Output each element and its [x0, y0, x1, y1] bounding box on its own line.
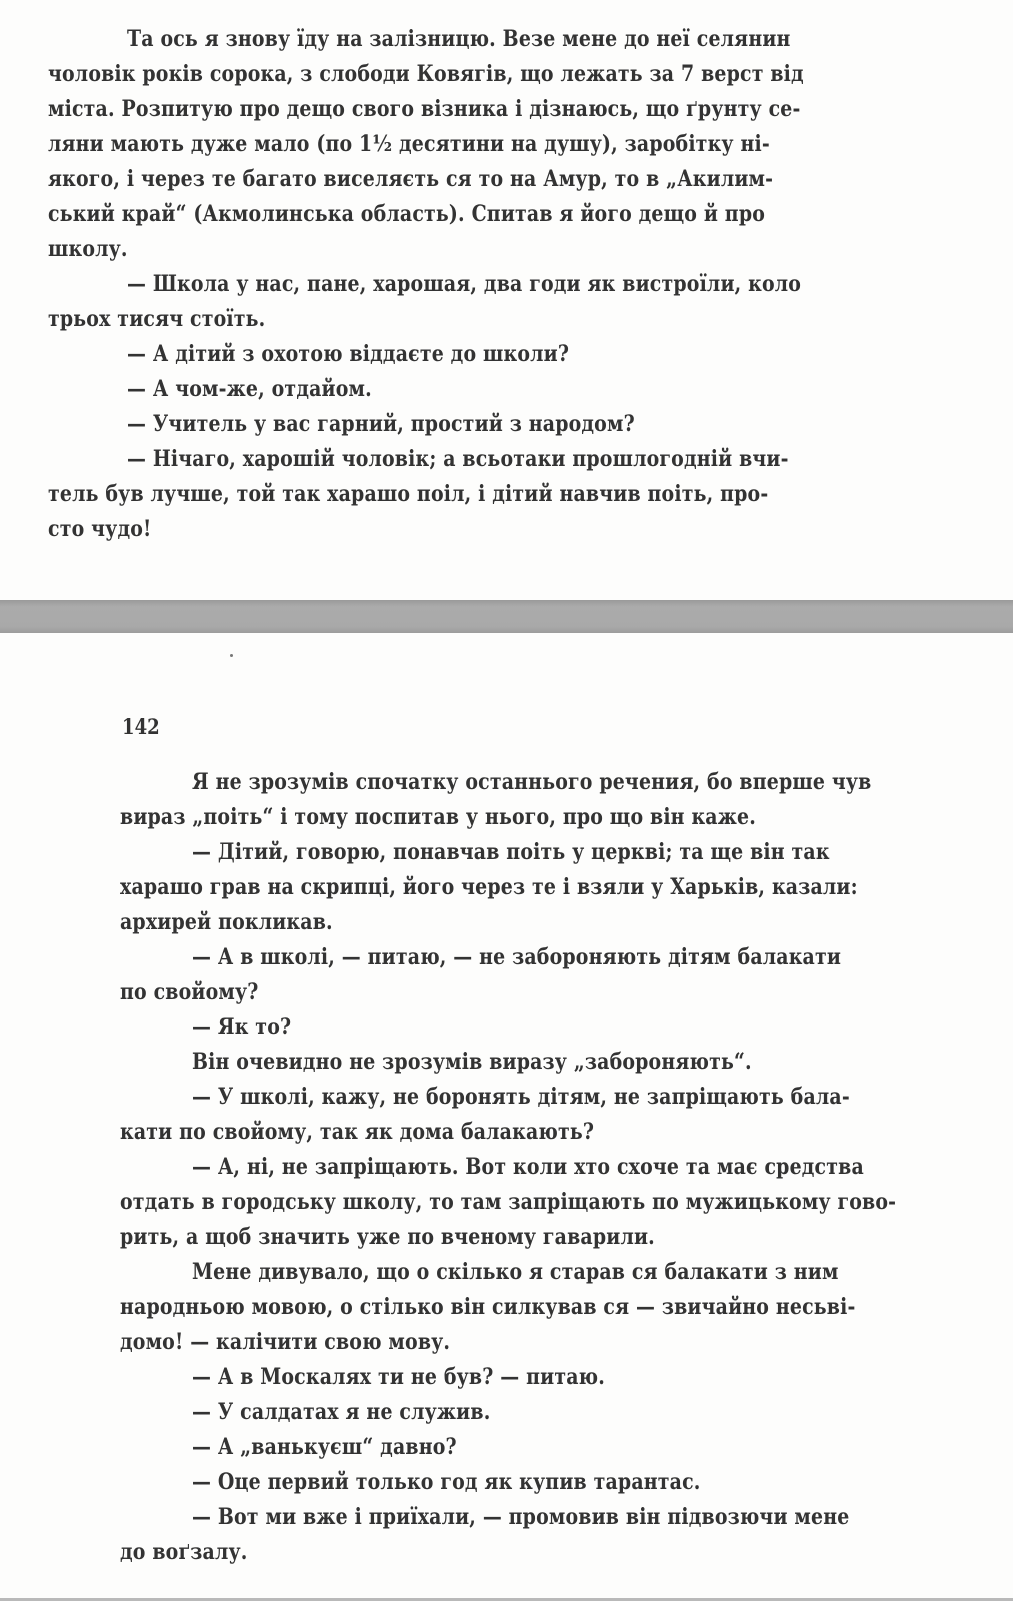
text-line: — А „ванькуєш“ давно?: [192, 1434, 457, 1460]
text-line: по свойому?: [120, 979, 259, 1005]
text-line: вираз „поіть“ і тому поспитав у нього, про що він каже.: [120, 804, 756, 830]
text-line: трьох тисяч стоїть.: [48, 306, 266, 332]
top-page-fragment: [0, 0, 1013, 600]
text-line: Я не зрозумів спочатку останнього речения, бо вперше чув: [192, 769, 872, 795]
page-number: 142: [122, 714, 160, 739]
text-line: кати по свойому, так як дома балакають?: [120, 1119, 595, 1145]
text-line: чоловік років сорока, з слободи Ковягів, що лежать за 7 верст від: [48, 61, 804, 87]
text-line: — Вот ми вже і приїхали, — промовив він підвозючи мене: [192, 1504, 850, 1530]
text-line: до воґзалу.: [120, 1539, 248, 1565]
text-line: Мене дивувало, що о скілько я старав ся балакати з ним: [192, 1259, 839, 1285]
text-line: — Учитель у вас гарний, простий з народом?: [127, 411, 635, 437]
text-line: школу.: [48, 236, 128, 262]
text-line: міста. Розпитую про дещо свого візника і дізнаюсь, що ґрунту се-: [48, 96, 801, 122]
text-line: якого, і через те багато виселяєть ся то на Амур, то в „Акилим-: [48, 166, 774, 192]
text-line: — Нічаго, харошій чоловік; а всьотаки прошлогодній вчи-: [127, 446, 789, 472]
text-line: сто чудо!: [48, 516, 152, 542]
text-line: отдать в городську школу, то там запріщають по мужицькому гово-: [120, 1189, 897, 1215]
text-line: народньою мовою, о стілько він силкував ся — звичайно несьві-: [120, 1294, 856, 1320]
text-line: харашо грав на скрипці, його через те і взяли у Харьків, казали:: [120, 874, 858, 900]
text-line: — Як то?: [192, 1014, 292, 1040]
text-line: — Дітий, говорю, понавчав поіть у церкві; та ще він так: [192, 839, 830, 865]
text-line: — А в Москалях ти не був? — питаю.: [192, 1364, 606, 1390]
text-line: ський край“ (Акмолинська область). Спитав я його дещо й про: [48, 201, 766, 227]
text-line: — У школі, кажу, не боронять дітям, не запріщають бала-: [192, 1084, 850, 1110]
text-line: — А в школі, — питаю, — не забороняють дітям балакати: [192, 944, 842, 970]
text-line: рить, а щоб значить уже по вченому гаварили.: [120, 1224, 655, 1250]
text-line: — А, ні, не запріщають. Вот коли хто схоче та має средства: [192, 1154, 864, 1180]
text-line: архирей покликав.: [120, 909, 333, 935]
text-line: ляни мають дуже мало (по 1½ десятини на душу), заробітку ні-: [48, 131, 770, 157]
text-line: — А дітий з охотою віддаєте до школи?: [127, 341, 570, 367]
text-line: — У салдатах я не служив.: [192, 1399, 491, 1425]
text-line: — Оце первий только год як купив тарантас.: [192, 1469, 701, 1495]
page-divider: [0, 600, 1013, 633]
scan-speck: [230, 654, 233, 657]
text-line: — Школа у нас, пане, харошая, два годи як вистроїли, коло: [127, 271, 802, 297]
text-line: Він очевидно не зрозумів виразу „забороняють“.: [192, 1049, 752, 1075]
text-line: тель був лучше, той так харашо поіл, і дітий навчив поіть, про-: [48, 481, 769, 507]
text-line: Та ось я знову їду на залізницю. Везе мене до неї селянин: [127, 26, 791, 52]
text-line: домо! — калічити свою мову.: [120, 1329, 451, 1355]
text-line: — А чом-же, отдайом.: [127, 376, 372, 402]
